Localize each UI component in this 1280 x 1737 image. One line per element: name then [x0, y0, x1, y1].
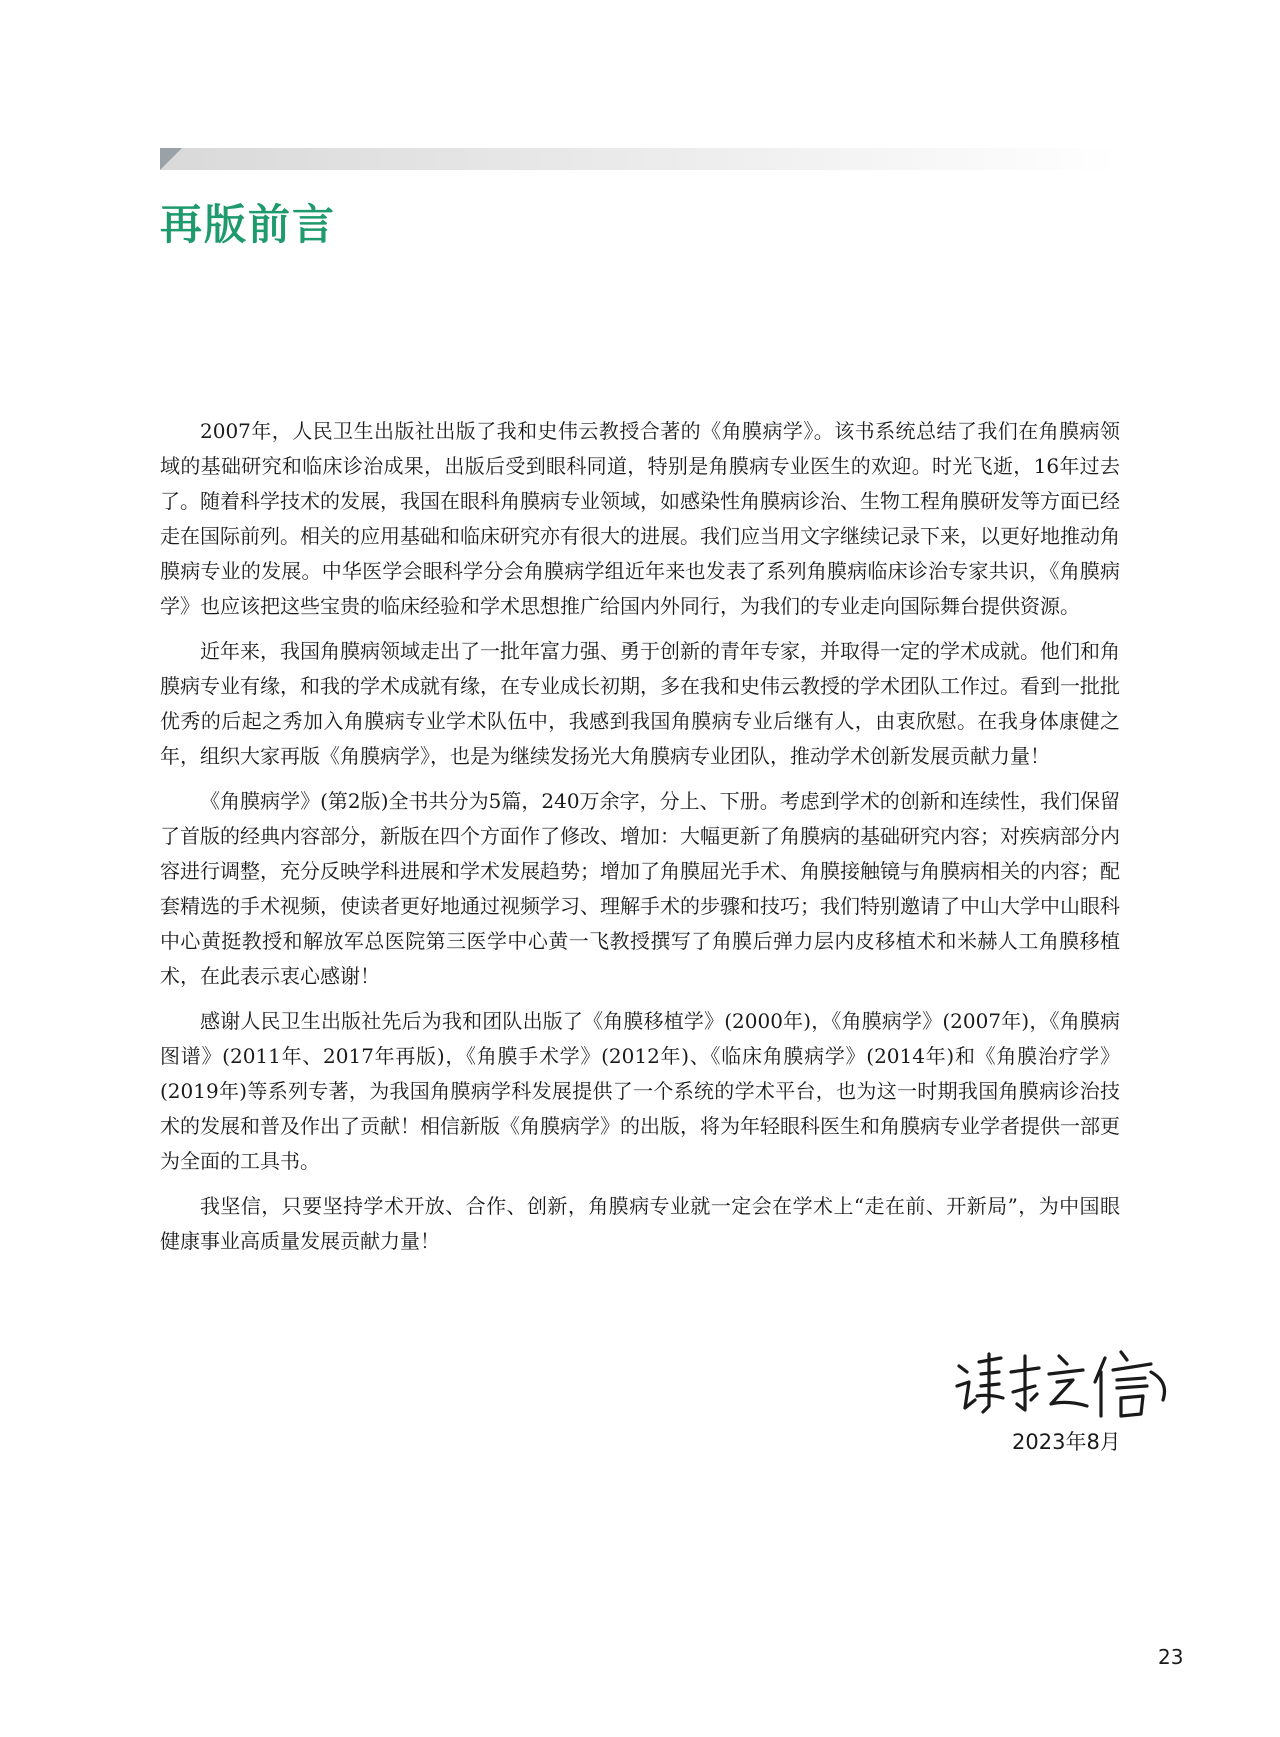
- signature-date: 2023年8月: [1012, 1430, 1121, 1454]
- paragraph-3: 《角膜病学》(第2版)全书共分为5篇，240万余字，分上、下册。考虑到学术的创新和连续性，我们保留了首版的经典内容部分，新版在四个方面作了修改、增加：大幅更新了角膜病的基础研究内容；对疾病部分内容进行调整，充分反映学科进展和学术发展趋势；增加了角膜屈光手术、角膜接触镜与角膜病相关的内容；配套精选的手术视频，使读者更好地通过视频学习、理解手术的步骤和技巧；我们特别邀请了中山大学中山眼科中心黄挺教授和解放军总医院第三医学中心黄一飞教授撰写了角膜后弹力层内皮移植术和米赫人工角膜移植术，在此表示衷心感谢！: [160, 789, 1120, 988]
- paragraph-4: 感谢人民卫生出版社先后为我和团队出版了《角膜移植学》(2000年)，《角膜病学》(2007年)，《角膜病图谱》(2011年、2017年再版)，《角膜手术学》(2012年)、《临床角膜病学》(2014年)和《角膜治疗学》(2019年)等系列专著，为我国角膜病学科发展提供了一个系统的学术平台，也为这一时期我国角膜病诊治技术的发展和普及作出了贡献！相信新版《角膜病学》的出版，将为年轻眼科医生和角膜病专业学者提供一部更为全面的工具书。: [160, 1009, 1120, 1173]
- paragraph-1: 2007年，人民卫生出版社出版了我和史伟云教授合著的《角膜病学》。该书系统总结了我们在角膜病领域的基础研究和临床诊治成果，出版后受到眼科同道，特别是角膜病专业医生的欢迎。时光飞逝，16年过去了。随着科学技术的发展，我国在眼科角膜病专业领域，如感染性角膜病诊治、生物工程角膜研发等方面已经走在国际前列。相关的应用基础和临床研究亦有很大的进展。我们应当用文字继续记录下来，以更好地推动角膜病专业的发展。中华医学会眼科学分会角膜病学组近年来也发表了系列角膜病临床诊治专家共识，《角膜病学》也应该把这些宝贵的临床经验和学术思想推广给国内外同行，为我们的专业走向国际舞台提供资源。: [160, 419, 1120, 618]
- preface-body: [160, 414, 1120, 1269]
- page-title: 再版前言: [160, 200, 337, 249]
- paragraph-5: 我坚信，只要坚持学术开放、合作、创新，角膜病专业就一定会在学术上“走在前、开新局”，为中国眼健康事业高质量发展贡献力量！: [160, 1194, 1120, 1253]
- paragraph-2: 近年来，我国角膜病领域走出了一批年富力强、勇于创新的青年专家，并取得一定的学术成就。他们和角膜病专业有缘，和我的学术成就有缘，在专业成长初期，多在我和史伟云教授的学术团队工作过。看到一批批优秀的后起之秀加入角膜病专业学术队伍中，我感到我国角膜病专业后继有人，由衷欣慰。在我身体康健之年，组织大家再版《角膜病学》，也是为继续发扬光大角膜病专业团队，推动学术创新发展贡献力量！: [160, 639, 1120, 768]
- header-triangle-mark: [160, 148, 182, 170]
- handwritten-signature: [955, 1342, 1185, 1432]
- header-band: [160, 148, 1120, 170]
- page-number: 23: [1158, 1645, 1184, 1669]
